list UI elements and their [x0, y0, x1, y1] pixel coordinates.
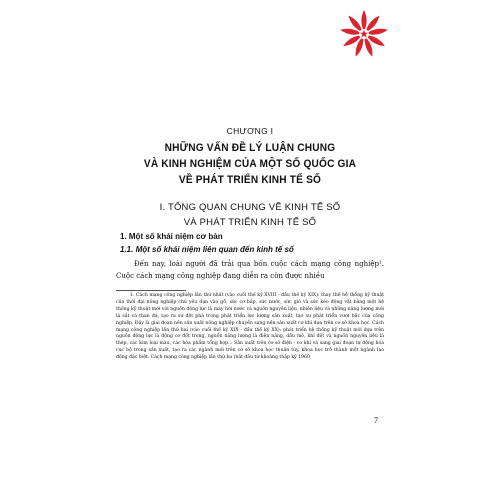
chapter-label: CHƯƠNG I: [226, 126, 274, 136]
decorative-emblem-icon: [338, 8, 390, 60]
chapter-title-line-3: VỀ PHÁT TRIỂN KINH TẾ SỐ: [178, 174, 322, 186]
footnote-divider: [116, 290, 186, 291]
footnote: [116, 293, 384, 362]
body-text: [116, 258, 384, 282]
section-heading-line-1: I. TỔNG QUAN CHUNG VỀ KINH TẾ SỐ: [159, 202, 341, 213]
sub-subsection-heading: 1.1. Một số khái niệm liên quan đến kinh tế số: [120, 245, 294, 254]
section-heading: [60, 200, 440, 230]
section-heading-line-2: VÀ PHÁT TRIỂN KINH TẾ SỐ: [183, 217, 317, 228]
body-paragraph: Đến nay, loài người đã trải qua bốn cuộc cách mạng công nghiệp¹. Cuộc cách mạng công nghiệp đang diễn ra còn được nhiều: [116, 260, 384, 280]
chapter-title: [75, 140, 425, 188]
chapter-title-line-1: NHỮNG VẤN ĐỀ LÝ LUẬN CHUNG: [164, 142, 336, 154]
footnote-text: 1. Cách mạng công nghiệp lần thứ nhất (vào cuối thế kỷ XVIII - đầu thế kỷ XIX): thay thế hệ thống kỹ thuật của thời đại nông nghiệp chủ yếu dựa vào gỗ, sức cơ bắp, sức nước, sức gió và sức kéo động vật bằng một hệ thống kỹ thuật mới với nguồn động lực là máy hơi nước và nguồn nguyên liệu, nhiên liệu và những năng lượng mới là sắt và than đá, tạo ra sự đột phá trong phát triển lực lượng sản xuất, tạo sự phát triển vượt bậc của công nghiệp. Đây là giai đoạn nền sản xuất nông nghiệp chuyển sang nền sản xuất cơ khí dựa trên cơ sở khoa học. Cách mạng công nghiệp lần thứ hai (vào cuối thế kỷ XIX - đầu thế kỷ XX): phát triển hệ thống kỹ thuật mới dựa trên nguồn động lực là động cơ đốt trong, nguồn năng lượng là điện năng, dầu mỏ, khí đốt và nguồn nguyên liệu là thép, các kim loại màu, các hóa phẩm tổng hợp... Sản xuất trên cơ sở điện - cơ khí và sang giai đoạn tự động hóa cục bộ trong sản xuất, tạo ra các ngành mới trên cơ sở khoa học thuần túy, khoa học trở thành một ngành lao động đặc biệt. Cách mạng công nghiệp lần thứ ba (bắt đầu từ khoảng thập kỷ 1960: [116, 293, 384, 361]
chapter-title-line-2: VÀ KINH NGHIỆM CỦA MỘT SỐ QUỐC GIA: [143, 158, 357, 170]
subsection-heading: 1. Một số khái niệm cơ bản: [120, 232, 223, 241]
page-number: 7: [374, 416, 378, 425]
